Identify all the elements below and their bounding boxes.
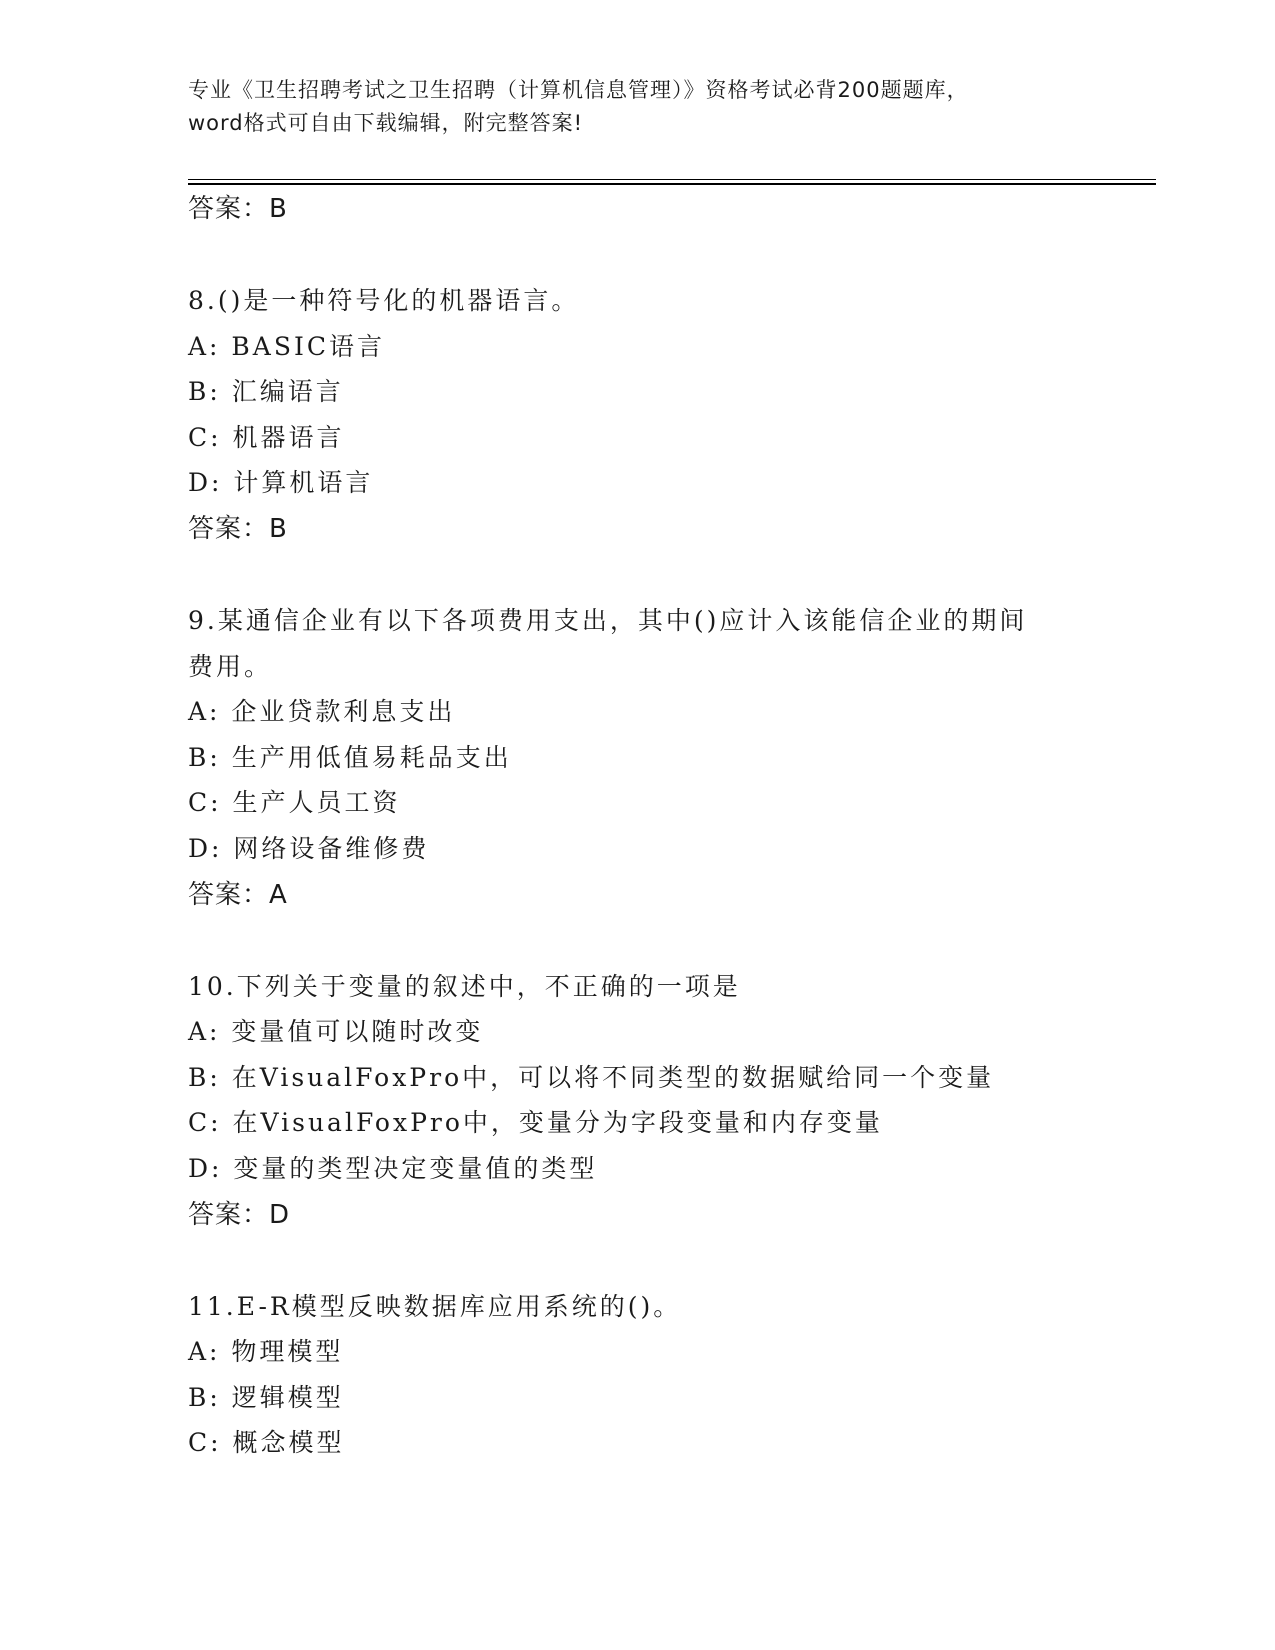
question-block (188, 278, 1148, 552)
question-stem-line-2: 费用。 (188, 651, 273, 681)
option-c: C: 生产人员工资 (188, 788, 401, 818)
option-a: A: BASIC语言 (188, 331, 385, 361)
option-b: B: 逻辑模型 (188, 1382, 344, 1412)
option-c: C: 机器语言 (188, 422, 345, 452)
question-stem-line-1: 9.某通信企业有以下各项费用支出，其中()应计入该能信企业的期间 (188, 605, 1028, 635)
answer-line: 答案：B (188, 513, 288, 544)
header-line-2: word格式可自由下载编辑，附完整答案! (188, 111, 584, 135)
answer-line: 答案：B (188, 194, 288, 224)
option-c: C: 在VisualFoxPro中，变量分为字段变量和内存变量 (188, 1108, 883, 1138)
answer-line: 答案：D (188, 1199, 291, 1230)
option-d: D: 变量的类型决定变量值的类型 (188, 1153, 598, 1183)
question-stem: 8.()是一种符号化的机器语言。 (188, 286, 580, 315)
option-a: A: 物理模型 (188, 1337, 344, 1367)
header-line-1: 专业《卫生招聘考试之卫生招聘（计算机信息管理）》资格考试必背200题题库， (188, 78, 969, 102)
spacer (188, 232, 1148, 278)
question-list (188, 186, 1148, 1466)
header-divider-thin (188, 179, 1156, 180)
option-a: A: 变量值可以随时改变 (188, 1017, 484, 1047)
option-a: A: 企业贷款利息支出 (188, 697, 456, 727)
option-b: B: 汇编语言 (188, 377, 344, 407)
spacer (188, 918, 1148, 964)
header-divider-thick (188, 183, 1156, 185)
spacer (188, 1238, 1148, 1284)
option-b: B: 生产用低值易耗品支出 (188, 742, 512, 772)
document-header (188, 74, 1088, 140)
question-block (188, 1284, 1148, 1466)
question-stem: 10.下列关于变量的叙述中，不正确的一项是 (188, 971, 741, 1001)
spacer (188, 552, 1148, 598)
option-c: C: 概念模型 (188, 1428, 345, 1458)
option-b: B: 在VisualFoxPro中，可以将不同类型的数据赋给同一个变量 (188, 1062, 995, 1092)
question-stem: 11.E-R模型反映数据库应用系统的()。 (188, 1291, 682, 1321)
answer-line: 答案：A (188, 879, 288, 910)
question-block (188, 964, 1148, 1238)
question-block (188, 598, 1148, 918)
option-d: D: 计算机语言 (188, 468, 374, 498)
option-d: D: 网络设备维修费 (188, 833, 430, 863)
